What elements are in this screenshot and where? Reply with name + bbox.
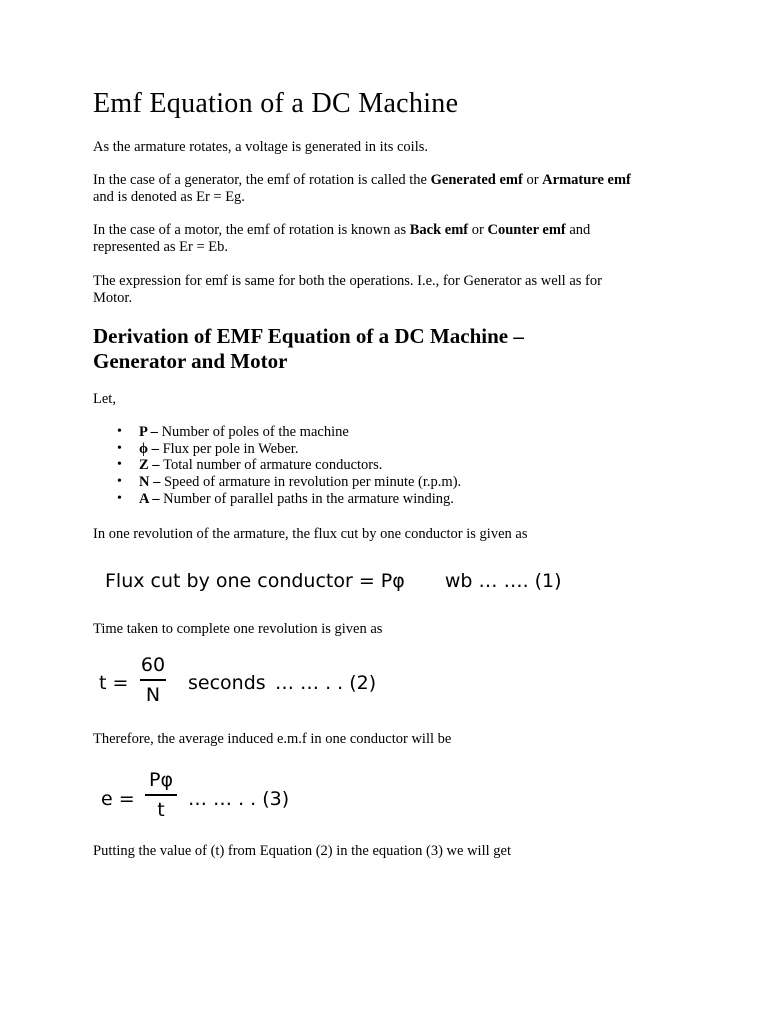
term-counter-emf: Counter emf xyxy=(487,222,566,238)
variable-symbol: Z – xyxy=(139,457,164,474)
variable-description: Flux per pole in Weber. xyxy=(162,440,299,457)
list-item xyxy=(117,424,461,441)
equation-2-ref: … … . . (2) xyxy=(275,672,377,694)
section-heading xyxy=(93,324,653,374)
equation-1 xyxy=(105,570,562,592)
variable-list xyxy=(117,424,461,508)
list-item xyxy=(117,474,461,491)
variable-symbol: A – xyxy=(139,490,164,507)
paragraph-text: and is denoted as Er = Eg. xyxy=(93,189,245,205)
paragraph-motor xyxy=(93,222,683,256)
fraction-bar xyxy=(145,794,177,796)
paragraph-generator xyxy=(93,172,683,206)
paragraph-text: The expression for emf is same for both the operations. I.e., for Generator as well as for xyxy=(93,273,602,289)
term-generated-emf: Generated emf xyxy=(430,172,523,188)
fraction-denominator: t xyxy=(157,798,165,821)
paragraph-putting: Putting the value of (t) from Equation (2) in the equation (3) we will get xyxy=(93,843,511,859)
equation-lhs: Flux cut by one conductor = Pφ xyxy=(105,570,405,592)
paragraph-text: represented as Er = Eb. xyxy=(93,239,228,255)
variable-description: Total number of armature conductors. xyxy=(163,457,383,474)
paragraph-text: or xyxy=(522,172,543,188)
list-item xyxy=(117,491,461,508)
paragraph-average: Therefore, the average induced e.m.f in one conductor will be xyxy=(93,731,452,747)
paragraph-expression xyxy=(93,273,683,307)
term-armature-emf: Armature emf xyxy=(542,172,631,188)
equation-2-lhs: t = xyxy=(99,672,129,694)
paragraph-text: In the case of a motor, the emf of rotation is known as xyxy=(93,222,410,238)
fraction-numerator: Pφ xyxy=(149,769,173,791)
paragraph-text: As the armature rotates, a voltage is generated in its coils. xyxy=(93,139,429,155)
paragraph-text: In the case of a generator, the emf of rotation is called the xyxy=(93,172,431,188)
heading-line: Derivation of EMF Equation of a DC Machine – xyxy=(93,324,524,348)
heading-line: Generator and Motor xyxy=(93,349,288,373)
equation-3-ref: … … . . (3) xyxy=(188,788,290,810)
paragraph-armature xyxy=(93,139,683,156)
term-back-emf: Back emf xyxy=(409,222,469,238)
fraction-bar xyxy=(140,679,166,681)
equation-3-fraction xyxy=(145,769,177,821)
equation-3-lhs: e = xyxy=(101,788,135,810)
list-item xyxy=(117,441,461,458)
paragraph-flux: In one revolution of the armature, the flux cut by one conductor is given as xyxy=(93,526,528,542)
variable-symbol: P – xyxy=(139,424,162,440)
fraction-denominator: N xyxy=(145,683,161,706)
variable-symbol: N – xyxy=(139,474,164,491)
let-text: Let, xyxy=(93,391,116,407)
fraction-numerator: 60 xyxy=(140,654,166,676)
equation-2-unit: seconds xyxy=(188,672,266,694)
variable-description: Number of poles of the machine xyxy=(161,424,349,440)
page-title: Emf Equation of a DC Machine xyxy=(93,88,459,119)
variable-description: Speed of armature in revolution per minute (r.p.m). xyxy=(163,474,462,491)
paragraph-text: Motor. xyxy=(93,290,133,306)
list-item xyxy=(117,457,461,474)
variable-symbol: ϕ – xyxy=(139,440,163,457)
equation-ref: wb … …. (1) xyxy=(444,570,562,592)
equation-2-fraction xyxy=(140,654,166,706)
paragraph-time: Time taken to complete one revolution is given as xyxy=(93,621,383,637)
paragraph-text: and xyxy=(565,222,591,238)
variable-description: Number of parallel paths in the armature winding. xyxy=(163,490,454,507)
paragraph-text: or xyxy=(468,222,488,238)
